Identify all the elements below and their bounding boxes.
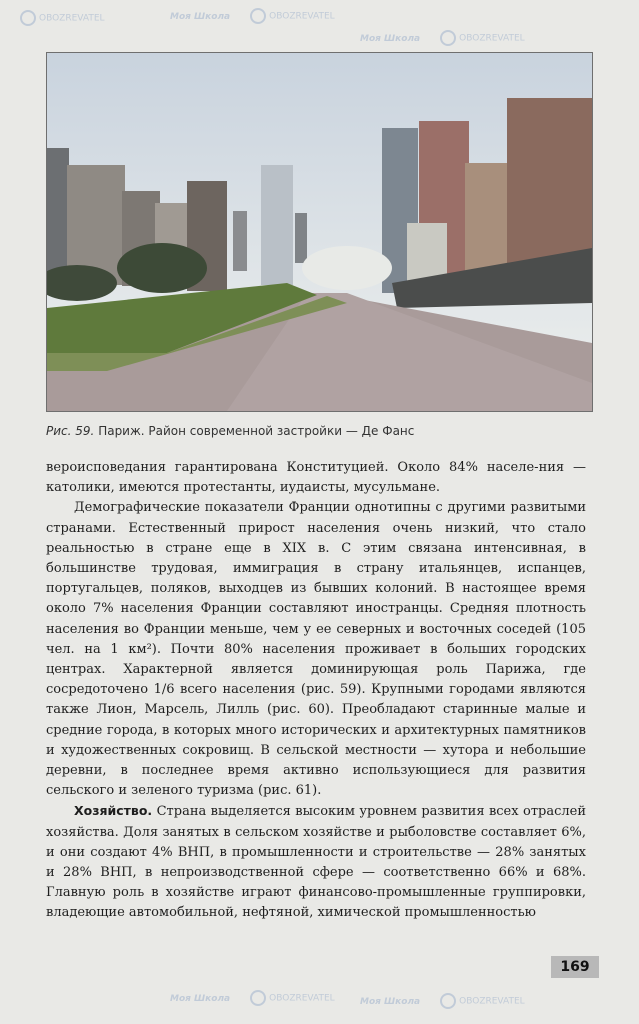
watermark: OBOZREVATEL <box>20 10 105 26</box>
watermark-logo-icon <box>250 990 266 1006</box>
section-heading: Хозяйство. <box>74 803 153 819</box>
watermark: Моя Школа OBOZREVATEL <box>170 990 335 1006</box>
page-number: 169 <box>551 956 599 978</box>
watermark: Моя Школа OBOZREVATEL <box>360 993 525 1009</box>
paragraph-2-text: Демографические показатели Франции однотипны с другими развитыми странами. Естественный прирост населения очень низкий, что стало реальностью в стране еще в XIX в. С этим связана интенсивная, в большинстве трудовая, иммиграция в страну итальянцев, испанцев, португальцев, поляков, выходцев из бывших колоний. В настоящее время около 7% населения Франции составляют иностранцы. Средняя плотность населения во Франции меньше, чем у ее северных и восточных соседей (105 чел. на 1 км²). Почти 80% населения проживает в больших городских центрах. Характерной является доминирующая роль Парижа, где сосредоточено 1/6 всего населения (рис. 59). Крупными городами являются также Лион, Марсель, Лилль (рис. 60). Преобладают старинные малые и средние города, в которых много исторических и архитектурных памятников и художественных сокровищ. В сельской местности — хутора и небольшие деревни, в последнее время активно использующиеся для развития сельского и зеленого туризма (рис. 61). <box>46 500 586 799</box>
body-text <box>46 458 586 924</box>
city-photo <box>47 53 592 411</box>
paragraph-1-text: вероисповедания гарантирована Конституцией. Около 84% населе-ния — католики, имеются протестанты, иудаисты, мусульмане. <box>46 460 586 496</box>
watermark-logo-icon <box>440 30 456 46</box>
watermark: Моя Школа OBOZREVATEL <box>360 30 525 46</box>
photo-la-defense <box>46 52 593 412</box>
watermark-logo-icon <box>20 10 36 26</box>
paragraph-3 <box>46 801 586 923</box>
watermark: Моя Школа OBOZREVATEL <box>170 8 335 24</box>
paragraph-1 <box>46 458 586 498</box>
caption-text: Париж. Район современной застройки — Де Фанс <box>98 424 415 438</box>
figure-caption <box>46 424 606 438</box>
watermark-logo-icon <box>250 8 266 24</box>
caption-label: Рис. 59. <box>46 424 95 438</box>
paragraph-3-text: Страна выделяется высоким уровнем развития всех отраслей хозяйства. Доля занятых в сельском хозяйстве и рыболовстве составляет 6%, и они создают 4% ВНП, в промышленности и строительстве — 28% занятых и 28% ВНП, в непроизводственной сфере — соответственно 66% и 68%. Главную роль в хозяйстве играют финансово-промышленные группировки, владеющие автомобильной, нефтяной, химической промышленностью <box>46 804 586 921</box>
paragraph-2 <box>46 498 586 801</box>
watermark-logo-icon <box>440 993 456 1009</box>
